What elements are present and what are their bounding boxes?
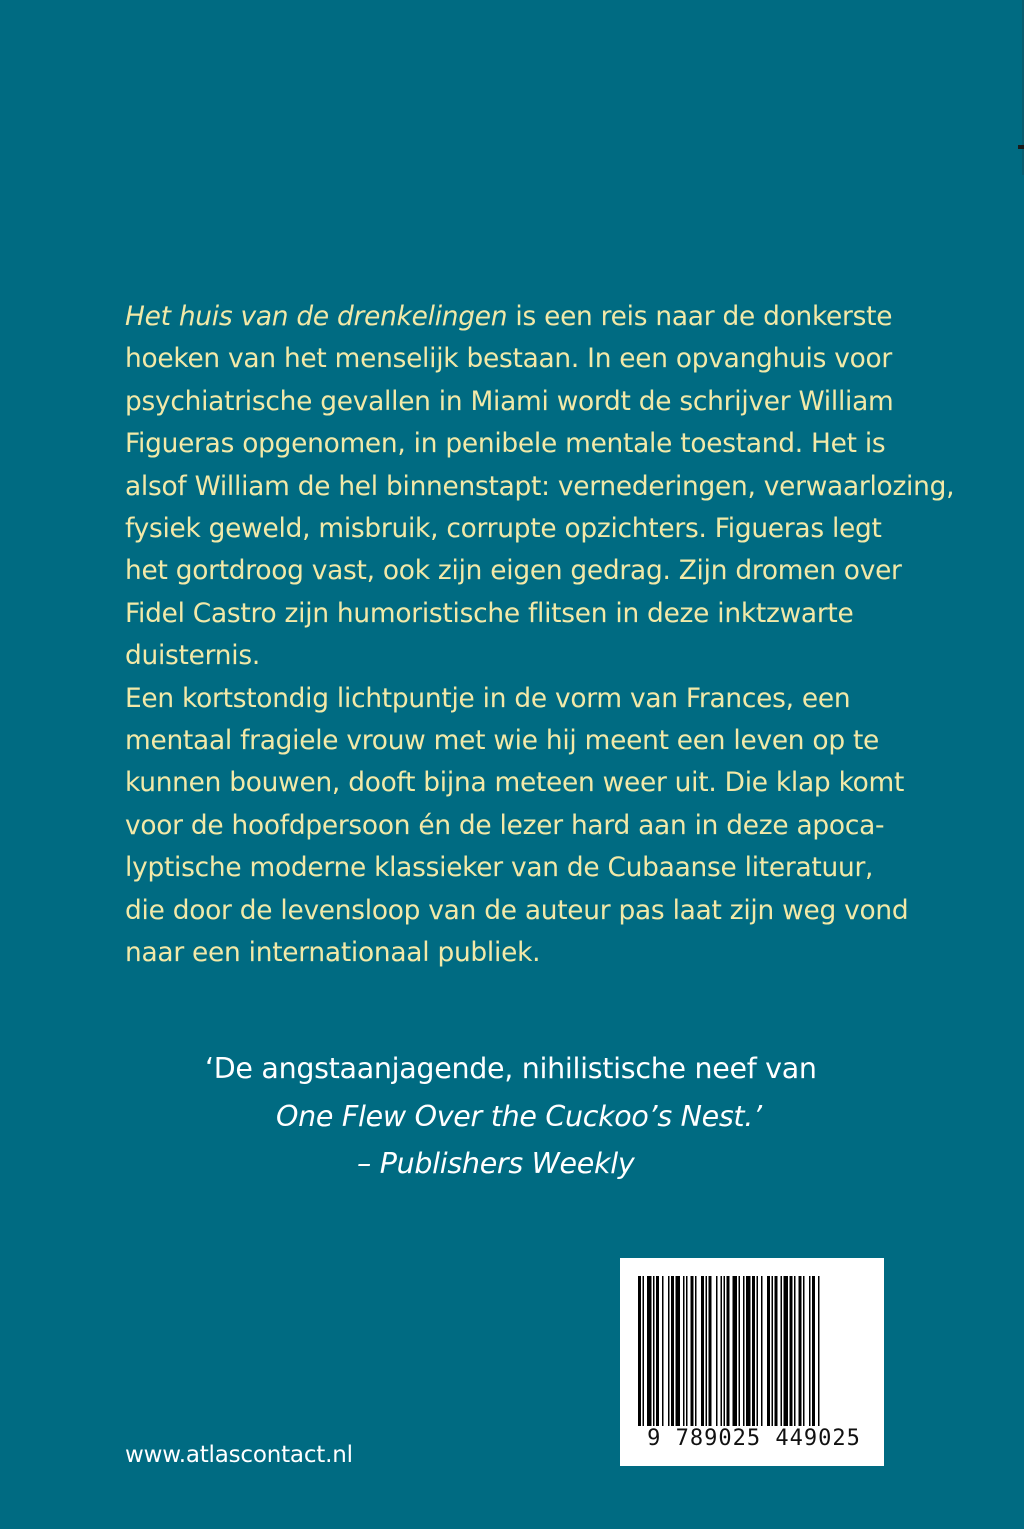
quote-attribution: – Publishers Weekly (357, 1147, 635, 1180)
barcode-bar (647, 1276, 652, 1426)
barcode-bar (733, 1276, 738, 1426)
quote-line: One Flew Over the Cuckoo’s Nest.’ (276, 1099, 762, 1133)
blurb-line: psychiatrische gevallen in Miami wordt de schrijver William (125, 385, 894, 417)
barcode-bar (686, 1276, 688, 1426)
blurb-line: alsof William de hel binnenstapt: vernederingen, verwaarlozing, (125, 470, 955, 502)
barcode-bar (743, 1276, 745, 1426)
barcode-bar (784, 1276, 789, 1426)
barcode-bar (691, 1276, 694, 1426)
barcode-bar (790, 1276, 793, 1426)
barcode-bar (757, 1276, 759, 1426)
blurb-line: kunnen bouwen, dooft bijna meteen weer uit. Die klap komt (125, 767, 905, 799)
barcode-bar (818, 1276, 820, 1426)
barcode-bar (767, 1276, 770, 1426)
barcode-bar (746, 1276, 751, 1426)
blurb-line: duisternis. (125, 640, 260, 672)
blurb-line: lyptische moderne klassieker van de Cubaanse literatuur, (125, 852, 874, 884)
barcode-bar (706, 1276, 708, 1426)
barcode-bar (809, 1276, 811, 1426)
blurb-line: Fidel Castro zijn humoristische flitsen in deze inktzwarte (125, 597, 854, 629)
barcode-bar (716, 1276, 718, 1426)
barcode-bar (662, 1276, 664, 1426)
blurb-line: het gortdroog vast, ook zijn eigen gedrag. Zijn dromen over (125, 555, 902, 587)
isbn-number: 9 789025 449025 (647, 1426, 861, 1451)
barcode-bar (781, 1276, 783, 1426)
blurb-line: hoeken van het menselijk bestaan. In een opvanghuis voor (125, 343, 892, 375)
barcode-bar (799, 1276, 802, 1426)
blurb-line: naar een internationaal publiek. (125, 937, 541, 969)
blurb-line: die door de levensloop van de auteur pas laat zijn weg vond (125, 894, 909, 926)
barcode-bar (761, 1276, 763, 1426)
barcode-bar (668, 1276, 670, 1426)
barcode-bar (724, 1276, 726, 1426)
quote-line: ‘De angstaanjagende, nihilistische neef van (205, 1052, 817, 1085)
book-title: Het huis van de drenkelingen (125, 301, 508, 332)
blurb-line: mentaal fragiele vrouw met wie hij meent een leven op te (125, 725, 880, 757)
barcode-bar (653, 1276, 655, 1426)
barcode-bar (656, 1276, 659, 1426)
barcode-bar (638, 1276, 641, 1426)
barcode-bar (701, 1276, 704, 1426)
barcode-bar (739, 1276, 741, 1426)
barcode-bar (683, 1276, 685, 1426)
blurb-line: fysiek geweld, misbruik, corrupte opzichters. Figueras legt (125, 513, 882, 545)
blurb-line: Het huis van de drenkelingen is een reis naar de donkerste (125, 301, 893, 332)
review-quote (0, 1045, 1024, 1188)
crop-mark (1018, 145, 1024, 149)
blurb-line: Een kortstondig lichtpuntje in de vorm van Frances, een (125, 682, 851, 714)
barcode-bar (775, 1276, 778, 1426)
publisher-website[interactable]: www.atlascontact.nl (125, 1442, 353, 1468)
barcode-bar (727, 1276, 730, 1426)
blurb-text (125, 296, 955, 975)
barcode-box (620, 1258, 884, 1466)
barcode-bar (752, 1276, 755, 1426)
barcode-bar (695, 1276, 697, 1426)
barcode-bar (812, 1276, 815, 1426)
barcode-bar (772, 1276, 774, 1426)
barcode-bar (803, 1276, 805, 1426)
barcode-bar (643, 1276, 645, 1426)
blurb-line: Figueras opgenomen, in penibele mentale toestand. Het is (125, 428, 886, 460)
barcode-icon (638, 1276, 866, 1426)
barcode-bar (794, 1276, 796, 1426)
barcode-bar (709, 1276, 712, 1426)
barcode-bar (676, 1276, 681, 1426)
barcode-bar (721, 1276, 723, 1426)
barcode-bar (671, 1276, 674, 1426)
blurb-line: voor de hoofdpersoon én de lezer hard aan in deze apoca- (125, 809, 885, 841)
